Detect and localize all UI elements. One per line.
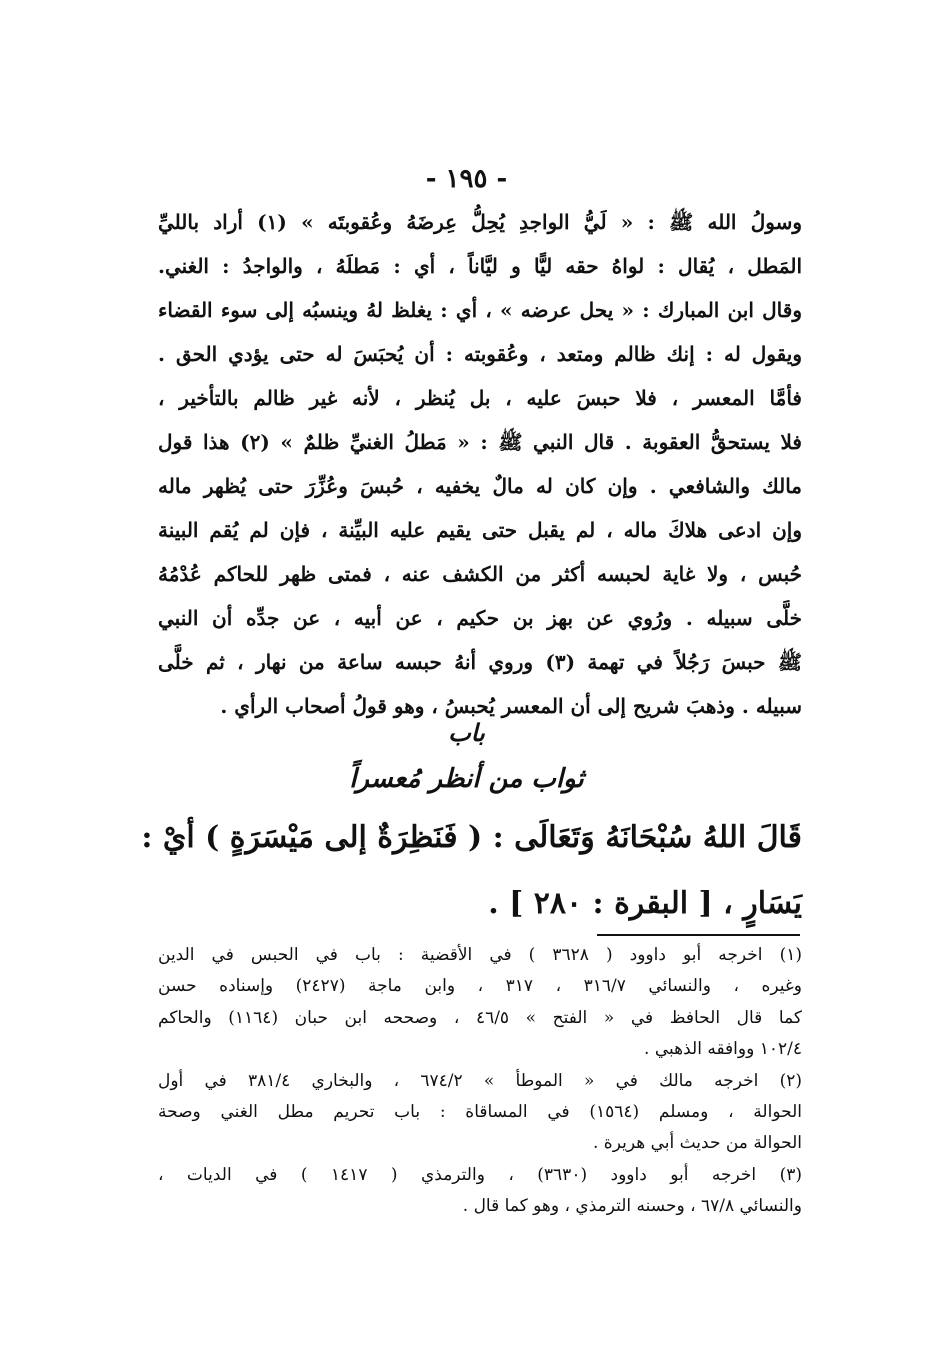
- text-line: ﷺ حبسَ رَجُلاً في تهمة (٣) وروي أنهُ حبسه ساعة من نهار ، ثم خلَّى: [158, 650, 802, 674]
- footnote-line: الحوالة ، ومسلم (١٥٦٤) في المساقاة : باب تحريم مطل الغني وصحة: [158, 1101, 802, 1122]
- footnote-line: كما قال الحافظ في « الفتح » ٤٦/٥ ، وصححه ابن حبان (١١٦٤) والحاكم: [158, 1007, 803, 1028]
- page-number: - ١٩٥ -: [425, 164, 508, 194]
- text-line: وقال ابن المبارك : « يحل عرضه » ، أي : يغلظ لهُ وينسبُه إلى سوء القضاء: [158, 298, 802, 322]
- footnote-line: ١٠٢/٤ ووافقه الذهبي .: [644, 1039, 802, 1060]
- footnote-separator: [597, 934, 800, 936]
- text-line: فأمَّا المعسر ، فلا حبسَ عليه ، بل يُنظر ، لأنه غير ظالم بالتأخير ،: [158, 386, 802, 410]
- quran-verse-line: يَسَارٍ ، [ البقرة : ٢٨٠ ] .: [488, 886, 802, 921]
- main-text: [158, 200, 802, 728]
- text-line: فلا يستحقُّ العقوبة . قال النبي ﷺ : « مَطلُ الغنيِّ ظلمٌ » (٢) هذا قول: [158, 430, 802, 454]
- text-line: حُبس ، ولا غاية لحبسه أكثر من الكشف عنه ، فمتى ظهر للحاكم عُدْمُهُ: [158, 562, 802, 586]
- footnote-line: (٢) اخرجه مالك في « الموطأ » ٦٧٤/٢ ، والبخاري ٣٨١/٤ في أول: [158, 1070, 803, 1091]
- text-line: وإن ادعى هلاكَ ماله ، لم يقبل حتى يقيم عليه البيِّنة ، فإن لم يُقم البينة: [158, 518, 802, 542]
- footnote-line: والنسائي ٦٧/٨ ، وحسنه الترمذي ، وهو كما قال .: [462, 1196, 802, 1217]
- text-line: سبيله . وذهبَ شريح إلى أن المعسر يُحبسُ ، وهو قولُ أصحاب الرأي .: [220, 694, 802, 718]
- footnote-line: وغيره ، والنسائي ٣١٦/٧ ، ٣١٧ ، وابن ماجة (٢٤٢٧) وإسناده حسن: [158, 976, 803, 997]
- footnote-line: الحوالة من حديث أبي هريرة .: [593, 1133, 802, 1154]
- text-line: وسولُ الله ﷺ : « لَيُّ الواجدِ يُحِلُّ عِرضَهُ وعُقوبتَه » (١) أراد بالليِّ: [158, 210, 802, 234]
- text-line: مالك والشافعي . وإن كان له مالٌ يخفيه ، حُبسَ وعُزِّرَ حتى يُظهر ماله: [158, 474, 802, 498]
- chapter-title: ثواب من أنظر مُعسراً: [349, 764, 584, 794]
- footnotes: [158, 940, 802, 1223]
- text-line: ويقول له : إنك ظالم ومتعد ، وعُقوبته : أن يُحبَسَ له حتى يؤدي الحق .: [158, 342, 802, 366]
- text-line: المَطل ، يُقال : لواهُ حقه ليًّا و ليَّاناً ، أي : مَطلَهُ ، والواجدُ : الغني.: [158, 254, 802, 278]
- chapter-label: باب: [448, 718, 485, 747]
- text-line: خلَّى سبيله . ورُوي عن بهز بن حكيم ، عن أبيه ، عن جدِّه أن النبي: [158, 606, 802, 630]
- footnote-line: (٣) اخرجه أبو داوود (٣٦٣٠) ، والترمذي ( ١٤١٧ ) في الديات ،: [158, 1164, 803, 1185]
- quran-verse-line: قَالَ اللهُ سُبْحَانَهُ وَتَعَالَى : ( فَنَظِرَةٌ إلى مَيْسَرَةٍ ) أيْ :: [141, 820, 802, 855]
- footnote-line: (١) اخرجه أبو داوود ( ٣٦٢٨ ) في الأقضية : باب في الحبس في الدين: [158, 945, 802, 965]
